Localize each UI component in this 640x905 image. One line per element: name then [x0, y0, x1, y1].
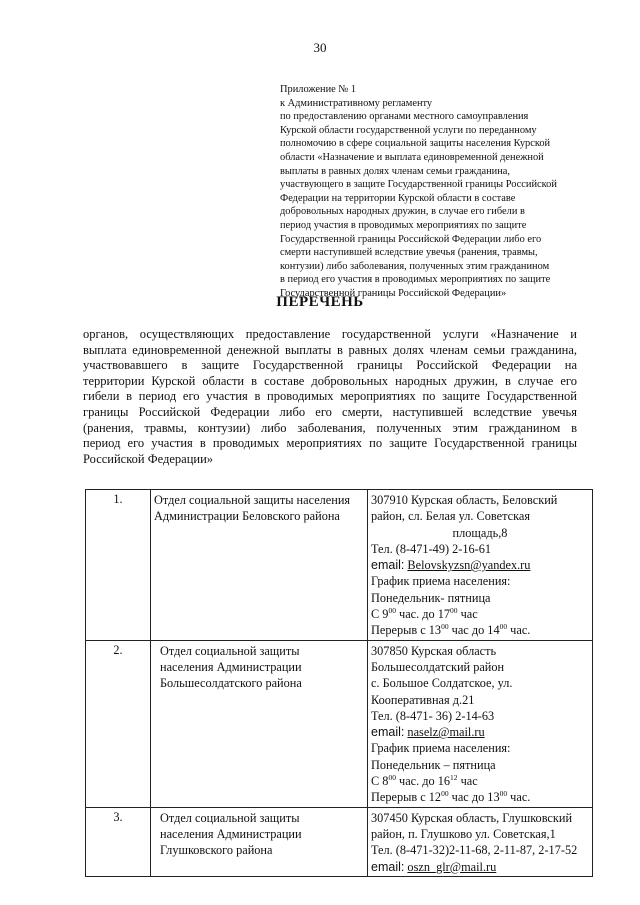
- hours-end: час. до 17: [395, 607, 451, 622]
- schedule-hours: [371, 606, 589, 622]
- hours-suffix: час: [457, 774, 478, 789]
- email-line: [371, 724, 589, 740]
- intro-line: органов, осуществляющих предоставление государственной услуги «Назначение и: [83, 327, 577, 341]
- agency-name: [151, 490, 368, 641]
- appendix-line: Государственной границы Российской Федерации либо его: [280, 233, 542, 245]
- appendix-line: полномочию в сфере социальной защиты населения Курской: [280, 138, 551, 150]
- agencies-table: [85, 489, 593, 877]
- schedule-break: [371, 622, 589, 638]
- schedule-title: График приема населения:: [371, 741, 511, 756]
- appendix-line: Курской области государственной услуги по переданному: [280, 124, 537, 136]
- document-heading: ПЕРЕЧЕНЬ: [276, 294, 364, 310]
- break-end: час до 14: [448, 623, 500, 638]
- intro-line: Российской Федерации»: [83, 451, 214, 466]
- row-number: 1.: [86, 490, 151, 641]
- schedule-break: [371, 789, 589, 805]
- agency-name-line: Большесолдатского района: [160, 676, 302, 691]
- email-line: [371, 859, 589, 875]
- intro-line: территории Курской области в составе добровольных народных дружин, в случае его: [83, 373, 577, 388]
- intro-line: границы Российской Федерации либо его смерти, наступившей вследствие увечья: [83, 404, 577, 419]
- email-link[interactable]: oszn_glr@mail.ru: [407, 859, 497, 874]
- email-label: email:: [371, 859, 405, 874]
- appendix-line: период участия в проводимых мероприятиях по защите: [280, 219, 527, 231]
- intro-line: участвовавшего в защите Государственной границы Российской Федерации на: [83, 358, 577, 373]
- address-line: район, сл. Белая ул. Советская: [371, 509, 530, 524]
- phone: Тел. (8-471-49) 2-16-61: [371, 541, 492, 556]
- row-number: 3.: [86, 807, 151, 876]
- schedule-days: Понедельник – пятница: [371, 757, 496, 772]
- hours-start-minutes: 00: [388, 772, 396, 782]
- agency-name-line: Глушковского района: [160, 843, 273, 858]
- break-end-minutes: 00: [499, 789, 508, 799]
- appendix-line: выплаты в равных долях членам семьи гражданина,: [280, 165, 510, 177]
- appendix-line: области «Назначение и выплата единовременной денежной: [280, 151, 544, 163]
- intro-line: (ранения, травмы, контузии) либо заболевания, полученных этим гражданином в: [83, 420, 577, 435]
- hours-end-minutes: 00: [450, 605, 458, 615]
- break-start: Перерыв с 13: [371, 623, 442, 638]
- address-line: 307910 Курская область, Беловский: [371, 493, 558, 507]
- phone: Тел. (8-471-32)2-11-68, 2-11-87, 2-17-52: [371, 843, 578, 858]
- table-row: [86, 490, 593, 641]
- agency-contacts: [368, 807, 593, 876]
- address-line: Большесолдатский район: [371, 659, 505, 674]
- agency-name-line: населения Администрации: [160, 659, 302, 674]
- agency-name-line: Отдел социальной защиты населения: [154, 493, 351, 507]
- break-start-minutes: 00: [441, 622, 449, 632]
- table-row: [86, 640, 593, 807]
- appendix-line: контузии) либо заболевания, полученных этим гражданином: [280, 260, 550, 272]
- appendix-line: Государственной границы Российской Федерации»: [280, 287, 507, 299]
- break-suffix: час.: [507, 790, 531, 805]
- intro-paragraph: [83, 327, 577, 467]
- appendix-header: [280, 83, 580, 301]
- email-link[interactable]: Belovskyzsn@yandex.ru: [407, 558, 531, 573]
- agency-name-line: населения Администрации: [160, 826, 302, 841]
- hours-suffix: час: [457, 607, 478, 622]
- row-number: 2.: [86, 640, 151, 807]
- break-end: час до 13: [448, 790, 500, 805]
- break-start-minutes: 00: [441, 789, 449, 799]
- appendix-line: Федерации на территории Курской области в составе: [280, 192, 516, 204]
- agency-name-line: Отдел социальной защиты: [160, 810, 300, 825]
- intro-line: гибели в период его участия в проводимых мероприятиях по защите Государственной: [83, 389, 577, 404]
- schedule-hours: [371, 773, 589, 789]
- hours-end-minutes: 12: [450, 772, 458, 782]
- email-label: email:: [371, 558, 405, 573]
- break-suffix: час.: [507, 623, 531, 638]
- email-line: [371, 557, 589, 573]
- intro-line: период его участия в проводимых мероприятиях по защите Государственной границы: [83, 436, 577, 451]
- address-line: Кооперативная д.21: [371, 692, 475, 707]
- hours-start-minutes: 00: [388, 605, 396, 615]
- table-row: [86, 807, 593, 876]
- page-number: 30: [313, 40, 327, 55]
- agency-name-line: Отдел социальной защиты: [160, 643, 300, 658]
- schedule-title: График приема населения:: [371, 574, 511, 589]
- phone: Тел. (8-471- 36) 2-14-63: [371, 708, 495, 723]
- hours-end: час. до 16: [395, 774, 451, 789]
- agency-name: [151, 640, 368, 807]
- address-line: район, п. Глушково ул. Советская,1: [371, 826, 556, 841]
- agency-contacts: [368, 490, 593, 641]
- appendix-line: к Административному регламенту: [280, 97, 433, 109]
- hours-start: С 8: [371, 774, 389, 789]
- schedule-days: Понедельник- пятница: [371, 590, 491, 605]
- appendix-line: участвующего в защите Государственной границы Российской: [280, 179, 557, 191]
- intro-line: выплата единовременной денежной выплаты в равных долях членам семьи гражданина,: [83, 342, 577, 357]
- break-end-minutes: 00: [499, 622, 508, 632]
- hours-start: С 9: [371, 607, 389, 622]
- agency-name-line: Администрации Беловского района: [154, 509, 340, 524]
- address-line: 307450 Курская область, Глушковский: [371, 810, 573, 825]
- appendix-line: смерти наступившей вследствие увечья (ранения, травмы,: [280, 247, 538, 259]
- email-link[interactable]: naselz@mail.ru: [407, 725, 485, 740]
- email-label: email:: [371, 725, 405, 740]
- address-line: 307850 Курская область: [371, 643, 497, 658]
- address-line: площадь,8: [452, 525, 508, 540]
- break-start: Перерыв с 12: [371, 790, 442, 805]
- appendix-line: добровольных народных дружин, в случае его гибели в: [280, 206, 525, 218]
- appendix-line: по предоставлению органами местного самоуправления: [280, 111, 529, 123]
- appendix-line: Приложение № 1: [280, 84, 357, 95]
- appendix-line: в период его участия в проводимых мероприятиях по защите: [280, 274, 551, 286]
- address-line: с. Большое Солдатское, ул.: [371, 676, 513, 691]
- agency-name: [151, 807, 368, 876]
- agency-contacts: [368, 640, 593, 807]
